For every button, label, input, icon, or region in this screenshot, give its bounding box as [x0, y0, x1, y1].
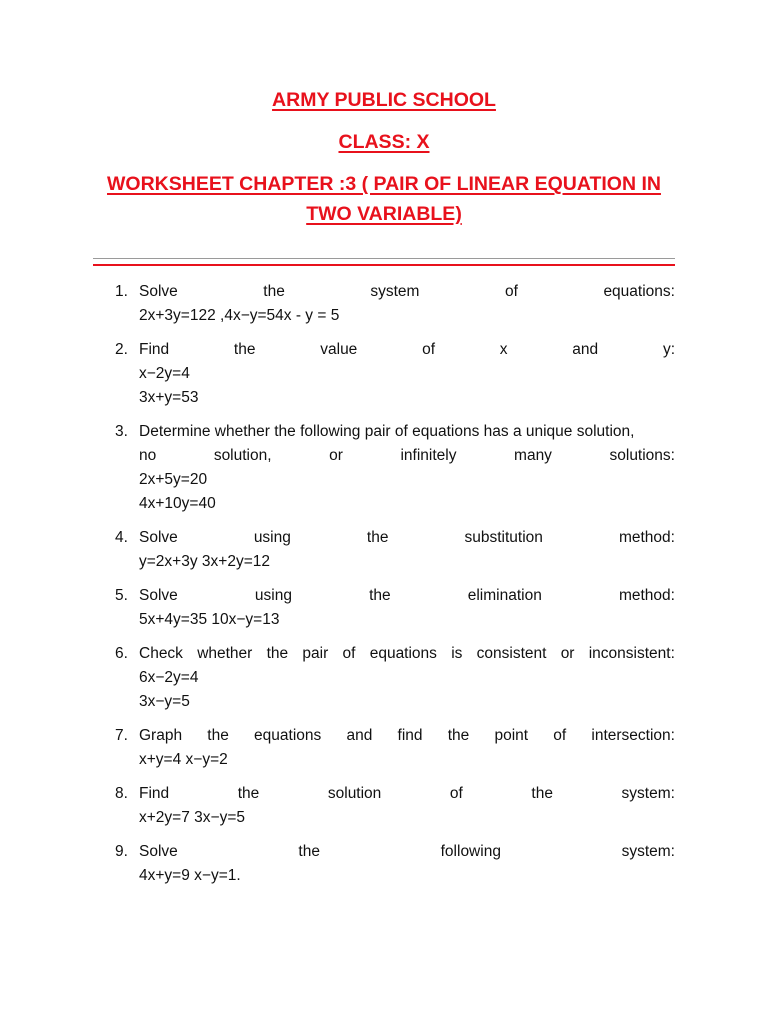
- question-word: of: [449, 785, 463, 802]
- question-word: Solve: [139, 529, 178, 546]
- question-text-justified: [139, 280, 675, 304]
- question-word: Solve: [139, 283, 178, 300]
- question-word: Find: [139, 785, 170, 802]
- question-word: value: [320, 341, 358, 358]
- question-word: Solve: [139, 843, 178, 860]
- question-word: the: [298, 843, 320, 860]
- question-word: system:: [621, 785, 675, 802]
- question-word: the: [237, 785, 260, 802]
- question-word: the: [366, 529, 389, 546]
- question-item: [115, 420, 675, 516]
- question-word: the: [266, 645, 289, 662]
- question-number: 9.: [115, 843, 128, 860]
- equation-line: x−2y=4: [139, 365, 190, 382]
- question-word: intersection:: [591, 727, 675, 744]
- question-number: 8.: [115, 785, 128, 802]
- question-item: [115, 584, 675, 632]
- equation-line: 4x+y=9 x−y=1.: [139, 867, 241, 884]
- question-number: 6.: [115, 645, 128, 662]
- question-item: [115, 724, 675, 772]
- school-name: ARMY PUBLIC SCHOOL: [272, 89, 496, 111]
- question-word: the: [447, 727, 470, 744]
- question-word: Check: [139, 645, 183, 662]
- question-number: 3.: [115, 423, 128, 440]
- question-word: the: [531, 785, 553, 802]
- question-word: is: [451, 645, 463, 662]
- question-text-justified: [139, 444, 675, 468]
- question-body: [139, 642, 675, 714]
- question-body: [139, 280, 675, 328]
- question-word: the: [369, 587, 391, 604]
- question-word: point: [494, 727, 529, 744]
- question-word: whether: [197, 645, 253, 662]
- question-item: [115, 280, 675, 328]
- equation-line: 2x+3y=122 ,4x−y=54x - y = 5: [139, 307, 340, 324]
- question-word: or: [560, 645, 575, 662]
- question-word: x: [499, 341, 508, 358]
- question-word: the: [207, 727, 229, 744]
- question-word: following: [440, 843, 501, 860]
- question-text-justified: [139, 782, 675, 806]
- header-divider-red: [93, 264, 675, 266]
- question-word: of: [504, 283, 518, 300]
- question-word: equations:: [603, 283, 675, 300]
- question-word: using: [254, 587, 292, 604]
- question-word: pair: [302, 645, 329, 662]
- question-item: [115, 782, 675, 830]
- question-body: [139, 724, 675, 772]
- question-item: [115, 642, 675, 714]
- question-text-justified: [139, 584, 675, 608]
- question-word: and: [346, 727, 373, 744]
- question-item: [115, 338, 675, 410]
- class-title: CLASS: X: [338, 131, 430, 153]
- equation-line: 6x−2y=4: [139, 669, 199, 686]
- header-divider-grey: [93, 258, 675, 259]
- question-word: solution: [327, 785, 382, 802]
- question-number: 1.: [115, 283, 128, 300]
- question-word: solutions:: [609, 447, 675, 464]
- question-word: and: [572, 341, 599, 358]
- question-word: Solve: [139, 587, 178, 604]
- question-word: system: [370, 283, 420, 300]
- question-word: equations: [254, 727, 322, 744]
- question-body: [139, 840, 675, 888]
- question-text-justified: [139, 338, 675, 362]
- worksheet-title-line-1: WORKSHEET CHAPTER :3 ( PAIR OF LINEAR EQUATION IN: [107, 173, 661, 195]
- question-item: [115, 840, 675, 888]
- question-number: 7.: [115, 727, 128, 744]
- question-word: system:: [621, 843, 675, 860]
- question-text-line: Determine whether the following pair of equations has a unique solution,: [139, 423, 635, 440]
- question-body: [139, 584, 675, 632]
- question-item: [115, 526, 675, 574]
- question-word: infinitely: [400, 447, 457, 464]
- question-word: the: [263, 283, 285, 300]
- equation-line: 5x+4y=35 10x−y=13: [139, 611, 280, 628]
- equation-line: x+2y=7 3x−y=5: [139, 809, 245, 826]
- question-word: solution,: [213, 447, 272, 464]
- question-number: 2.: [115, 341, 128, 358]
- question-body: [139, 420, 675, 516]
- question-word: method:: [618, 529, 675, 546]
- question-word: many: [514, 447, 552, 464]
- question-body: [139, 338, 675, 410]
- question-word: Graph: [139, 727, 183, 744]
- question-word: substitution: [464, 529, 543, 546]
- question-word: consistent: [476, 645, 547, 662]
- question-word: the: [233, 341, 256, 358]
- question-text-justified: [139, 724, 675, 748]
- question-word: method:: [618, 587, 675, 604]
- question-word: y:: [662, 341, 675, 358]
- question-text-justified: [139, 526, 675, 550]
- question-word: inconsistent:: [588, 645, 675, 662]
- question-word: using: [253, 529, 291, 546]
- question-word: no: [139, 447, 157, 464]
- question-number: 5.: [115, 587, 128, 604]
- question-text-justified: [139, 840, 675, 864]
- worksheet-title-line-2: TWO VARIABLE): [306, 203, 462, 225]
- question-text-justified: [139, 642, 675, 666]
- question-number: 4.: [115, 529, 128, 546]
- equation-line: 2x+5y=20: [139, 471, 208, 488]
- equation-line: 3x+y=53: [139, 389, 199, 406]
- equation-line: y=2x+3y 3x+2y=12: [139, 553, 270, 570]
- question-word: Find: [139, 341, 170, 358]
- question-word: find: [397, 727, 423, 744]
- question-word: equations: [369, 645, 437, 662]
- question-word: of: [422, 341, 436, 358]
- question-word: elimination: [467, 587, 542, 604]
- equation-line: x+y=4 x−y=2: [139, 751, 228, 768]
- equation-line: 3x−y=5: [139, 693, 190, 710]
- question-word: or: [329, 447, 343, 464]
- equation-line: 4x+10y=40: [139, 495, 216, 512]
- question-body: [139, 782, 675, 830]
- question-word: of: [342, 645, 356, 662]
- question-body: [139, 526, 675, 574]
- question-word: of: [553, 727, 567, 744]
